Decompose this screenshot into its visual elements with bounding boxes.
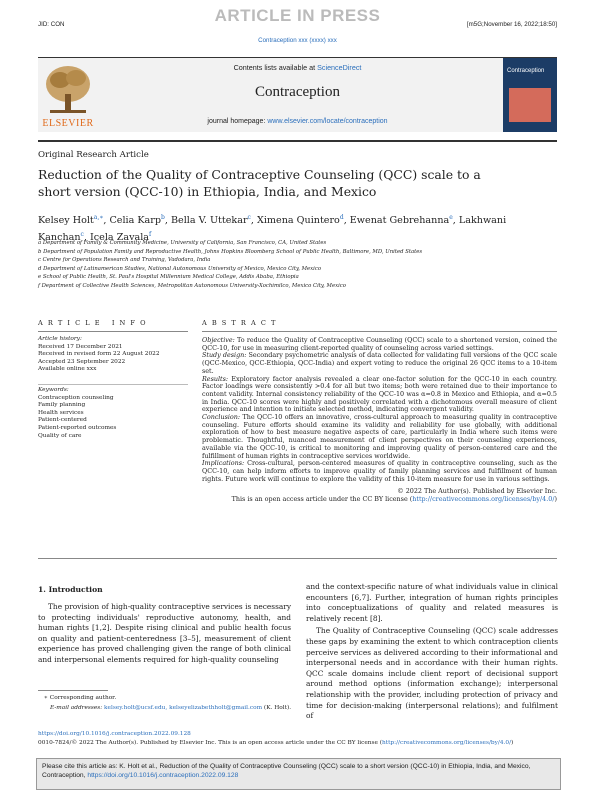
author-name[interactable]: Kelsey Holt — [38, 215, 94, 227]
issn-license-line — [38, 740, 563, 746]
journal-citation-link[interactable]: Contraception xxx (xxxx) xxx — [258, 37, 337, 44]
author-name[interactable]: Ewenat Gebrehanna — [349, 215, 450, 227]
article-title — [38, 166, 481, 200]
design-text: Secondary psychometric analysis of data collected for validating full versions of the QCC scale (QCC-Mexico, QCC-Ethiopia, QCC-India) and expert voting to reduce the original 26 QCC items to a 10-item set. — [202, 351, 557, 375]
abstract-design — [202, 352, 557, 375]
abstract-body — [202, 337, 557, 504]
issn-suffix: ) — [511, 740, 514, 746]
cite-doi-link[interactable]: https://doi.org/10.1016/j.contraception.2022.09.128 — [87, 772, 239, 779]
objective-text: To reduce the Quality of Contraceptive Counseling (QCC) scale to a shortened version, coined the QCC-10, for use in measuring client-reported quality of counseling across varied settings. — [202, 336, 557, 352]
article-info-heading: A R T I C L E I N F O — [38, 319, 147, 327]
author-affil-sup: d — [339, 214, 344, 221]
contents-prefix: Contents lists available at — [233, 63, 318, 72]
abstract-heading: A B S T R A C T — [202, 319, 277, 327]
issn-prefix: 0010-7824/© 2022 The Author(s). Published by Elsevier Inc. This is an open access article under the CC BY license ( — [38, 740, 383, 746]
author-list: Kelsey Holt$^{a,∗}$, Celia Karp$^b$, Bella V. Uttekar$^c$, Ximena Quintero$^d$, Ewenat Gebrehanna$^e$, Lakhwani Kanchan$^c$, Icela Zavala$^f$ — [38, 214, 507, 243]
keywords-label: Keywords: — [38, 387, 69, 393]
affiliation-item: f Department of Collective Health Sciences, Metropolitan Autonomous University-Xochimilco, Mexico City, Mexico — [38, 282, 346, 289]
author-affil-sup: a,∗ — [93, 214, 104, 221]
abstract-bottom-rule — [38, 558, 557, 559]
email-links[interactable]: kelsey.holt@ucsf.edu, kelseyelizabethholt@gmail.com — [104, 705, 263, 711]
build-stamp: [m5G;November 16, 2022;18:50] — [466, 21, 557, 28]
doi-link[interactable]: https://doi.org/10.1016/j.contraception.2022.09.128 — [38, 731, 191, 737]
author-affil-sup: f — [149, 230, 152, 238]
journal-cover-image — [503, 58, 557, 132]
intro-column-2 — [306, 582, 558, 722]
cover-artwork — [509, 88, 551, 122]
keywords — [38, 387, 188, 440]
article-info-rule — [38, 331, 188, 332]
section-heading-introduction: 1. Introduction — [38, 585, 103, 594]
email-suffix: (K. Holt). — [262, 705, 292, 711]
cite-text-container — [37, 759, 560, 783]
elsevier-logo-text: ELSEVIER — [42, 118, 94, 129]
cite-this-article-box — [36, 758, 561, 790]
intro-col2-para-1: and the context-specific nature of what individuals value in clinical encounters [6,7]. Further, integration of human rights principles into conceptualizations of quality and related measures is relatively recent [8]. — [306, 582, 558, 623]
author-name[interactable]: Bella V. Uttekar — [170, 215, 248, 227]
implications-label: Implications: — [202, 459, 245, 468]
email-addresses — [50, 705, 291, 711]
license-link[interactable]: http://creativecommons.org/licenses/by/4.0/ — [412, 495, 555, 504]
cover-title: Contraception — [507, 68, 545, 74]
footnote-rule — [38, 690, 108, 691]
article-history — [38, 336, 188, 374]
abstract-copyright: © 2022 The Author(s). Published by Elsevier Inc. — [397, 487, 557, 496]
history-item: Received in revised form 22 August 2022 — [38, 351, 160, 358]
issn-license-link[interactable]: http://creativecommons.org/licenses/by/4.0/ — [382, 740, 512, 746]
design-label: Study design: — [202, 351, 247, 360]
intro-column-1: The provision of high-quality contraceptive services is necessary to protecting individuals' reproductive autonomy, health, and human rights [1,2]. Despite rising clinical and public health focus on quality and patient-centeredness [3–5], measurement of client experience has proved challenging given the range of both clinical and interpersonal elements required for high-quality counseling — [38, 602, 291, 664]
history-item: Received 17 December 2021 — [38, 343, 123, 350]
history-item: Available online xxx — [38, 366, 97, 373]
author-name[interactable]: Ximena Quintero — [257, 215, 340, 227]
abstract-results — [202, 376, 557, 415]
implications-text: Cross-cultural, person-centered measures of quality in contraceptive counseling, such as the QCC-10, can help inform efforts to improve quality of family planning services and fulfillment of human rights. Future work will continue to explore the validity of this 10-item measure for use in various settings. — [202, 459, 557, 483]
author-affil-sup: c — [80, 230, 84, 238]
header-bottom-rule — [38, 140, 557, 142]
author-name[interactable]: Icela Zavala — [90, 231, 150, 243]
affiliation-item: a Department of Family & Community Medicine, University of California, San Francisco, CA, United States — [38, 240, 327, 246]
conclusion-label: Conclusion: — [202, 413, 241, 422]
objective-label: Objective: — [202, 336, 235, 344]
keyword-item: Family planning — [38, 402, 86, 409]
keyword-item: Contraception counseling — [38, 394, 114, 401]
abstract-rule — [202, 331, 557, 332]
affiliation-item: b Department of Population Family and Reproductive Health, Johns Hopkins Bloomberg School of Public Health, Baltimore, MD, United States — [38, 248, 423, 255]
affiliations — [38, 239, 558, 291]
author-name[interactable]: Lakhwani Kanchan — [38, 215, 507, 243]
title-line-2: short version (QCC-10) in Ethiopia, India, and Mexico — [38, 184, 377, 199]
affiliation-item: c Centre for Operations Research and Training, Vadodara, India — [38, 257, 211, 264]
abstract-objective — [202, 337, 557, 352]
keyword-item: Patient-reported outcomes — [38, 424, 117, 431]
journal-id: JID: CON — [38, 21, 65, 28]
license-prefix: This is an open access article under the CC BY license ( — [231, 495, 413, 504]
results-text: Exploratory factor analysis revealed a clear one-factor solution for the QCC-10 in each country. Factor loadings were consistently >0.4 for all but two items; both were retained due to their importance to content validity. Internal consistency reliability of the QCC-10 was α=0.8 in Mexico and Ethiopia, and α=0.5 in India. QCC-10 scores were highly and positively correlated with a dichotomous overall measure of client experience and intention to initiate selected method, indicating convergent validity. — [202, 374, 557, 414]
intro-col2-para-2: The Quality of Contraceptive Counseling (QCC) scale addresses these gaps by examining the extent to which contraception clients perceive services as delivered according to their informational and interpersonal needs and in accordance with their human rights. QCC scale domains include client report of decisional support around method options (information exchange); interpersonal relationship with the provider, including protection of privacy and time for decision-making (interpersonal relations); and fulfilment of — [306, 626, 558, 721]
article-in-press-banner: ARTICLE IN PRESS — [214, 6, 381, 25]
affiliation-item: e School of Public Health, St. Paul's Hospital Millennium Medical College, Addis Ababa, Ethiopia — [38, 274, 299, 281]
conclusion-text: The QCC-10 offers an innovative, cross-cultural approach to measuring quality in contraceptive counseling. Future efforts should examine its validity and reliability for use globally, with additional exploration of how to best measure negative aspects of care, particularly in India where such items were problematic. Thoughtful, nuanced measurement of client perspectives on their counseling experiences, available via the QCC-10, is critical to monitoring and improving quality of person-centered care and the fulfillment of human rights in contraceptive services worldwide. — [202, 413, 557, 460]
email-label: E-mail addresses: — [50, 705, 105, 711]
sciencedirect-link[interactable]: ScienceDirect — [317, 63, 362, 72]
author-affil-sup: e — [449, 214, 453, 221]
homepage-link[interactable]: www.elsevier.com/locate/contraception — [267, 118, 388, 125]
keywords-rule — [38, 384, 188, 385]
history-label: Article history: — [38, 336, 82, 342]
results-label: Results: — [202, 374, 229, 383]
journal-name: Contraception — [255, 84, 340, 100]
affiliation-item: d Department of Latinamerican Studies, National Autonomous University of Mexico, Mexico City, Mexico — [38, 265, 322, 272]
homepage-prefix: journal homepage: — [207, 118, 268, 125]
abstract-conclusion — [202, 414, 557, 460]
corresponding-author-note: ∗ Corresponding author. — [44, 695, 117, 701]
abstract-implications — [202, 460, 557, 483]
author-affil-sup: c — [247, 214, 251, 221]
cite-text: Please cite this article as: K. Holt et al., Reduction of the Quality of Contraceptive Counseling (QCC) scale to a short version (QCC-10) in Ethiopia, India, and Mexico, Contraception, — [42, 763, 531, 779]
author-name[interactable]: Celia Karp — [109, 215, 162, 227]
history-item: Accepted 23 September 2022 — [38, 358, 126, 365]
article-type: Original Research Article — [38, 150, 149, 160]
author-affil-sup: b — [161, 214, 165, 221]
keyword-item: Patient-centered — [38, 417, 87, 424]
abstract-license — [202, 496, 557, 504]
keyword-item: Health services — [38, 409, 84, 416]
license-suffix: ) — [554, 495, 557, 504]
title-line-1: Reduction of the Quality of Contraceptive Counseling (QCC) scale to a — [38, 167, 481, 182]
keyword-item: Quality of care — [38, 432, 82, 439]
